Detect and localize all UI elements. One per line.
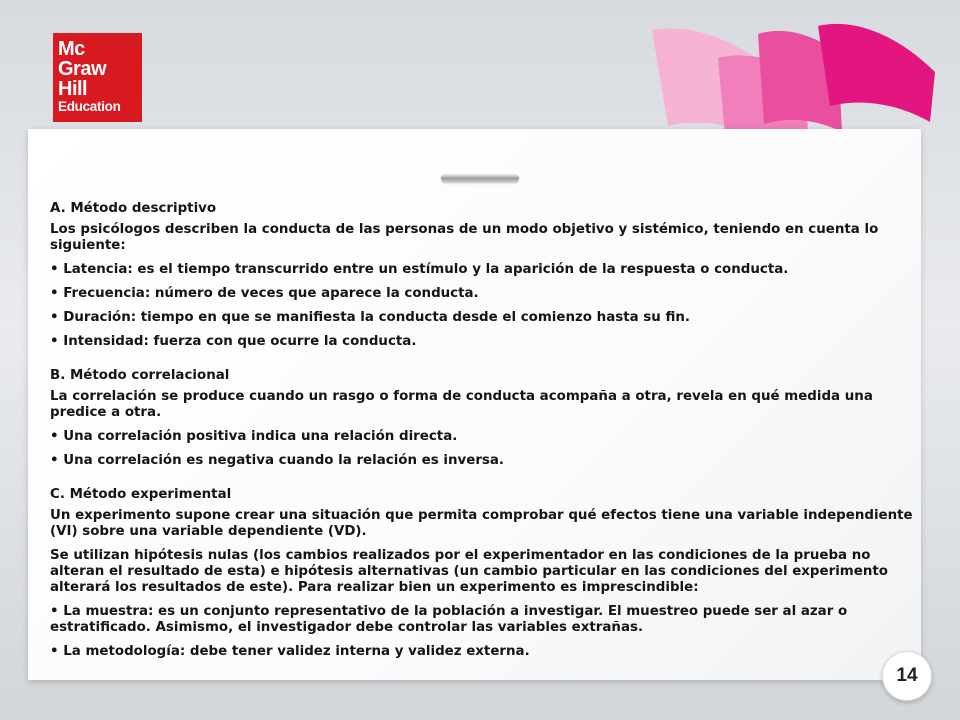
logo-line-graw: Graw bbox=[58, 58, 107, 80]
page-number-badge: 14 bbox=[882, 651, 932, 701]
section-b-intro: La correlación se produce cuando un rasgo o forma de conducta acompaña a otra, revela en qué medida una predice a otra. bbox=[50, 389, 873, 420]
section-c-title: C. Método experimental bbox=[50, 487, 232, 502]
section-a-title: A. Método descriptivo bbox=[50, 201, 217, 216]
section-a-bullet-latencia: • Latencia: es el tiempo transcurrido entre un estímulo y la aparición de la respuesta o conducta. bbox=[50, 262, 789, 277]
logo-line-hill: Hill bbox=[58, 78, 88, 100]
slide-content bbox=[50, 201, 916, 668]
section-b-bullet-positiva: • Una correlación positiva indica una relación directa. bbox=[50, 429, 458, 444]
section-a-bullet-frecuencia: • Frecuencia: número de veces que aparece la conducta. bbox=[50, 286, 479, 301]
section-c-paragraph-2: Se utilizan hipótesis nulas (los cambios realizados por el experimentador en las condiciones de la prueba no alteran el resultado de esta) e hipótesis alternativas (un cambio particular en las condiciones del experimento alterará los resultados de este). Para realizar bien un experimento es imprescindible: bbox=[50, 548, 888, 595]
clip-bar-icon bbox=[441, 174, 519, 182]
section-a-intro: Los psicólogos describen la conducta de las personas de un modo objetivo y sistémico, teniendo en cuenta lo siguiente: bbox=[50, 222, 879, 253]
logo-line-education: Education bbox=[58, 99, 121, 114]
section-a-bullet-intensidad: • Intensidad: fuerza con que ocurre la conducta. bbox=[50, 334, 417, 349]
section-b-title: B. Método correlacional bbox=[50, 368, 230, 383]
section-a-bullet-duracion: • Duración: tiempo en que se manifiesta la conducta desde el comienzo hasta su fin. bbox=[50, 310, 691, 325]
section-c-bullet-muestra: • La muestra: es un conjunto representativo de la población a investigar. El muestreo puede ser al azar o estratificado. Asimismo, el investigador debe controlar las variables extrañas. bbox=[50, 604, 848, 635]
section-c-bullet-metodologia: • La metodología: debe tener validez interna y validez externa. bbox=[50, 644, 530, 659]
section-b-bullet-negativa: • Una correlación es negativa cuando la relación es inversa. bbox=[50, 453, 505, 468]
logo-line-mc: Mc bbox=[58, 38, 85, 60]
section-c-paragraph-1: Un experimento supone crear una situación que permita comprobar qué efectos tiene una variable independiente (VI) sobre una variable dependiente (VD). bbox=[50, 508, 913, 539]
